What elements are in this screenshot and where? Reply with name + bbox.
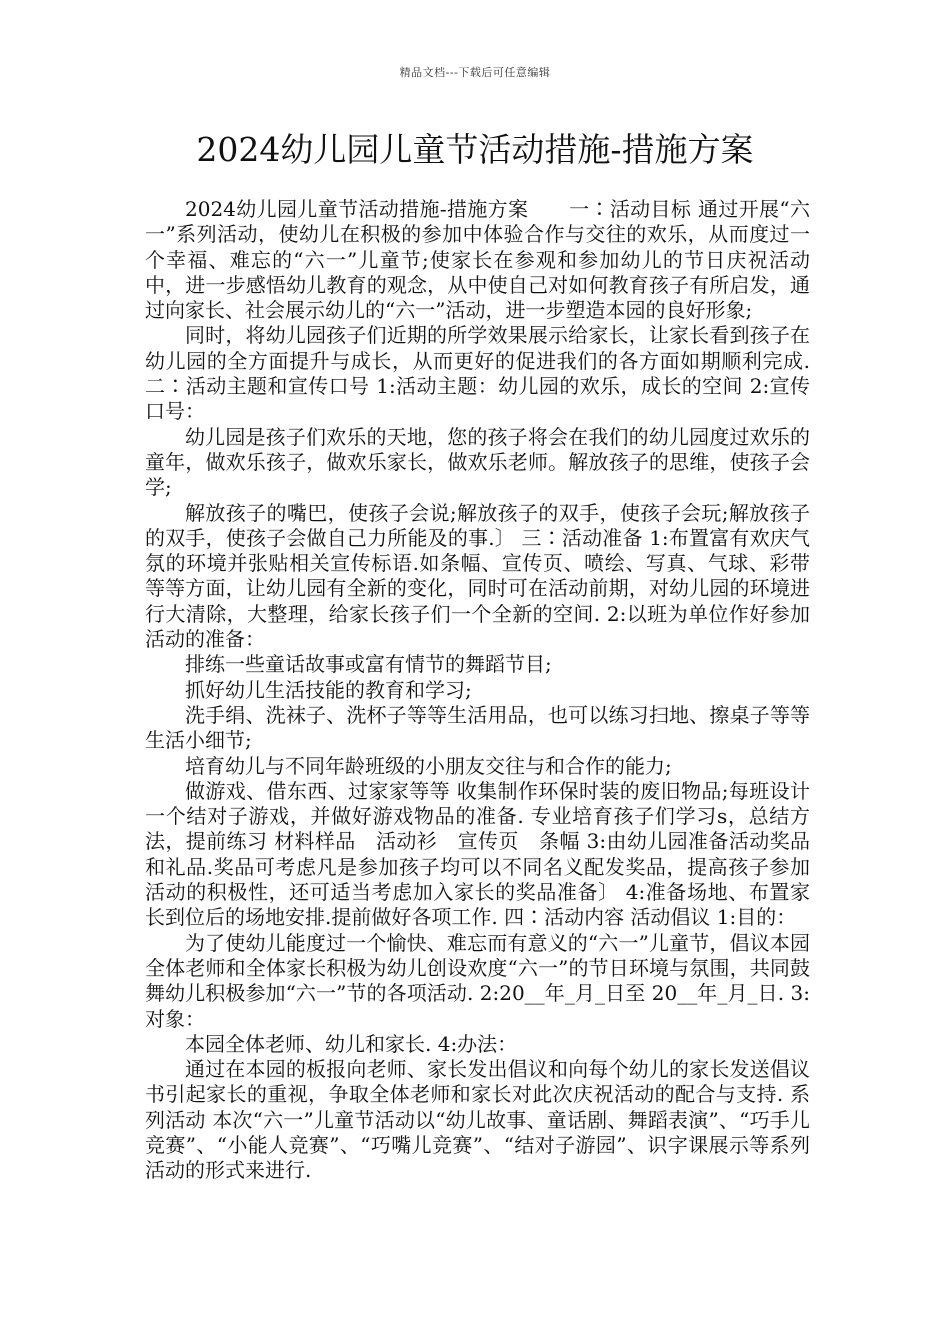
document-body bbox=[145, 197, 810, 1184]
document-title: 2024幼儿园儿童节活动措施-措施方案 bbox=[196, 130, 754, 169]
paragraph: 2024幼儿园儿童节活动措施-措施方案 一∶活动目标 通过开展“六一”系列活动，使幼儿在积极的参加中体验合作与交往的欢乐，从而度过一个幸福、难忘的“六一”儿童节;使家长在参观和参加幼儿的节日庆祝活动中，进一步感悟幼儿教育的观念，从中使自己对如何教育孩子有所启发，通过向家长、社会展示幼儿的“六一”活动，进一步塑造本园的良好形象; bbox=[145, 197, 810, 323]
paragraph: 同时，将幼儿园孩子们近期的所学效果展示给家长，让家长看到孩子在幼儿园的全方面提升与成长，从而更好的促进我们的各方面如期顺利完成. 二∶活动主题和宣传口号 1:活动主题：幼儿园的欢乐，成长的空间 2:宣传口号： bbox=[145, 323, 810, 424]
paragraph: 本园全体老师、幼儿和家长. 4:办法： bbox=[185, 1031, 518, 1056]
paragraph: 幼儿园是孩子们欢乐的天地，您的孩子将会在我们的幼儿园度过欢乐的童年，做欢乐孩子，做欢乐家长，做欢乐老师。解放孩子的思维，使孩子会学; bbox=[145, 424, 810, 500]
paragraph: 排练一些童话故事或富有情节的舞蹈节目; bbox=[185, 652, 552, 677]
paragraph: 解放孩子的嘴巴，使孩子会说;解放孩子的双手，使孩子会玩;解放孩子的双手，使孩子会做自己力所能及的事.〕 三∶活动准备 1:布置富有欢庆气氛的环境并张贴相关宣传标语.如条幅、宣传页、喷绘、写真、气球、彩带等等方面，让幼儿园有全新的变化，同时可在活动前期，对幼儿园的环境进行大清除，大整理，给家长孩子们一个全新的空间. 2:以班为单位作好参加活动的准备： bbox=[145, 500, 810, 652]
paragraph: 做游戏、借东西、过家家等等 收集制作环保时装的废旧物品;每班设计一个结对子游戏，并做好游戏物品的准备. 专业培育孩子们学习s，总结方法，提前练习 材料样品 活动衫 宣传页 条幅 3:由幼儿园准备活动奖品和礼品.奖品可考虑凡是参加孩子均可以不同名义配发奖品，提高孩子参加活动的积极性，还可适当考虑加入家长的奖品准备〕 4:准备场地、布置家长到位后的场地安排.提前做好各项工作. 四∶活动内容 活动倡议 1:目的： bbox=[145, 778, 810, 930]
paragraph: 洗手绢、洗袜子、洗杯子等等生活用品，也可以练习扫地、擦桌子等等生活小细节; bbox=[145, 702, 810, 753]
paragraph: 为了使幼儿能度过一个愉快、难忘而有意义的“六一”儿童节，倡议本园全体老师和全体家长积极为幼儿创设欢度“六一”的节日环境与氛围，共同鼓舞幼儿积极参加“六一”节的各项活动. 2:20__年_月_日至 20__年_月_日. 3:对象： bbox=[145, 930, 810, 1031]
header-note: 精品文档---下载后可任意编辑 bbox=[399, 66, 551, 79]
paragraph: 抓好幼儿生活技能的教育和学习; bbox=[185, 677, 472, 702]
paragraph: 通过在本园的板报向老师、家长发出倡议和向每个幼儿的家长发送倡议书引起家长的重视，争取全体老师和家长对此次庆祝活动的配合与支持. 系列活动 本次“六一”儿童节活动以“幼儿故事、童话剧、舞蹈表演”、“巧手儿竞赛”、“小能人竞赛”、“巧嘴儿竞赛”、“结对子游园”、识字课展示等系列活动的形式来进行. bbox=[145, 1057, 810, 1183]
paragraph: 培育幼儿与不同年龄班级的小朋友交往与和合作的能力; bbox=[185, 753, 672, 778]
